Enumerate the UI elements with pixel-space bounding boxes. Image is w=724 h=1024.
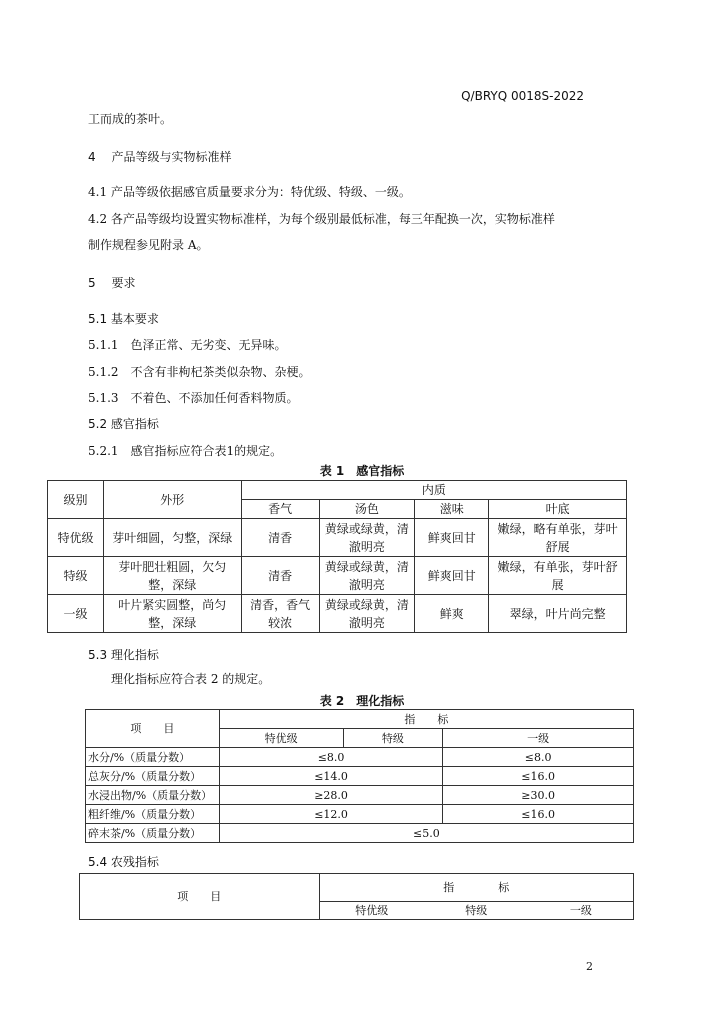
- cell-premium-special: ≤14.0: [219, 767, 443, 786]
- cell-shape: 芽叶细圆，匀整，深绿: [103, 519, 241, 557]
- table-row: [86, 786, 634, 805]
- section-5-4-heading: 5.4 农残指标: [88, 855, 159, 869]
- cell-grade: 特级: [48, 557, 104, 595]
- header-taste: 滋味: [415, 500, 489, 519]
- header-special: 特级: [424, 902, 529, 920]
- section-5-2-heading: 5.2 感官指标: [88, 417, 159, 431]
- clause-4-2-line1: 4.2 各产品等级均设置实物标准样，为每个级别最低标准，每三年配换一次，实物标准样: [88, 212, 555, 226]
- cell-first: ≤16.0: [443, 767, 634, 786]
- header-item: 项 目: [80, 874, 320, 920]
- cell-liquor: 黄绿或绿黄，清澈明亮: [319, 519, 415, 557]
- cell-item: 粗纤维/%（质量分数）: [86, 805, 220, 824]
- cell-leaf: 翠绿，叶片尚完整: [489, 595, 627, 633]
- header-index: 指 标: [219, 710, 633, 729]
- cell-shape: 叶片紧实圆整，尚匀整，深绿: [103, 595, 241, 633]
- paragraph-continuation: 工而成的茶叶。: [88, 112, 173, 126]
- header-index: 指 标: [319, 874, 633, 902]
- cell-first: ≤8.0: [443, 748, 634, 767]
- cell-taste: 鲜爽: [415, 595, 489, 633]
- cell-item: 水浸出物/%（质量分数）: [86, 786, 220, 805]
- section-4-heading: 4 产品等级与实物标准样: [88, 150, 232, 164]
- table-row: [48, 595, 627, 633]
- cell-leaf: 嫩绿，略有单张，芽叶舒展: [489, 519, 627, 557]
- cell-grade: 一级: [48, 595, 104, 633]
- physicochemical-table: [85, 709, 634, 843]
- cell-shape: 芽叶肥壮粗圆，欠匀整，深绿: [103, 557, 241, 595]
- clause-5-1-2: 5.1.2 不含有非枸杞茶类似杂物、杂梗。: [88, 365, 311, 379]
- table2-caption: 表 2 理化指标: [319, 694, 405, 708]
- pesticide-residue-table: [79, 873, 634, 920]
- table-row: [86, 805, 634, 824]
- cell-liquor: 黄绿或绿黄，清澈明亮: [319, 557, 415, 595]
- header-quality: 内质: [241, 481, 626, 500]
- header-item: 项 目: [86, 710, 220, 748]
- cell-liquor: 黄绿或绿黄，清澈明亮: [319, 595, 415, 633]
- cell-first: ≤16.0: [443, 805, 634, 824]
- clause-5-1-3: 5.1.3 不着色、不添加任何香料物质。: [88, 391, 299, 405]
- section-5-1-heading: 5.1 基本要求: [88, 312, 159, 326]
- cell-all-grades: ≤5.0: [219, 824, 633, 843]
- header-premium: 特优级: [219, 729, 343, 748]
- cell-item: 水分/%（质量分数）: [86, 748, 220, 767]
- header-special: 特级: [343, 729, 443, 748]
- header-premium: 特优级: [319, 902, 424, 920]
- table-row: [48, 519, 627, 557]
- section-5-heading: 5 要求: [88, 276, 136, 290]
- clause-5-3-text: 理化指标应符合表 2 的规定。: [111, 672, 271, 686]
- table-row: [86, 824, 634, 843]
- header-grade: 级别: [48, 481, 104, 519]
- table1-caption: 表 1 感官指标: [319, 464, 405, 478]
- header-first: 一级: [529, 902, 634, 920]
- cell-leaf: 嫩绿，有单张，芽叶舒展: [489, 557, 627, 595]
- cell-item: 总灰分/%（质量分数）: [86, 767, 220, 786]
- cell-premium-special: ≤12.0: [219, 805, 443, 824]
- header-shape: 外形: [103, 481, 241, 519]
- page-number: 2: [586, 960, 593, 973]
- cell-aroma: 清香: [241, 557, 319, 595]
- cell-premium-special: ≤8.0: [219, 748, 443, 767]
- cell-taste: 鲜爽回甘: [415, 519, 489, 557]
- cell-aroma: 清香，香气较浓: [241, 595, 319, 633]
- cell-item: 碎末茶/%（质量分数）: [86, 824, 220, 843]
- cell-aroma: 清香: [241, 519, 319, 557]
- header-aroma: 香气: [241, 500, 319, 519]
- table-row: [86, 767, 634, 786]
- header-liquor: 汤色: [319, 500, 415, 519]
- table-row: [48, 557, 627, 595]
- cell-taste: 鲜爽回甘: [415, 557, 489, 595]
- header-leaf: 叶底: [489, 500, 627, 519]
- clause-5-1-1: 5.1.1 色泽正常、无劣变、无异味。: [88, 338, 287, 352]
- sensory-table: [47, 480, 627, 633]
- clause-4-2-line2: 制作规程参见附录 A。: [88, 238, 209, 252]
- table-row: [86, 748, 634, 767]
- section-5-3-heading: 5.3 理化指标: [88, 648, 159, 662]
- cell-premium-special: ≥28.0: [219, 786, 443, 805]
- clause-5-2-1: 5.2.1 感官指标应符合表1的规定。: [88, 444, 283, 458]
- document-code: Q/BRYQ 0018S-2022: [461, 89, 584, 103]
- cell-grade: 特优级: [48, 519, 104, 557]
- cell-first: ≥30.0: [443, 786, 634, 805]
- header-first: 一级: [443, 729, 634, 748]
- clause-4-1: 4.1 产品等级依据感官质量要求分为：特优级、特级、一级。: [88, 185, 411, 199]
